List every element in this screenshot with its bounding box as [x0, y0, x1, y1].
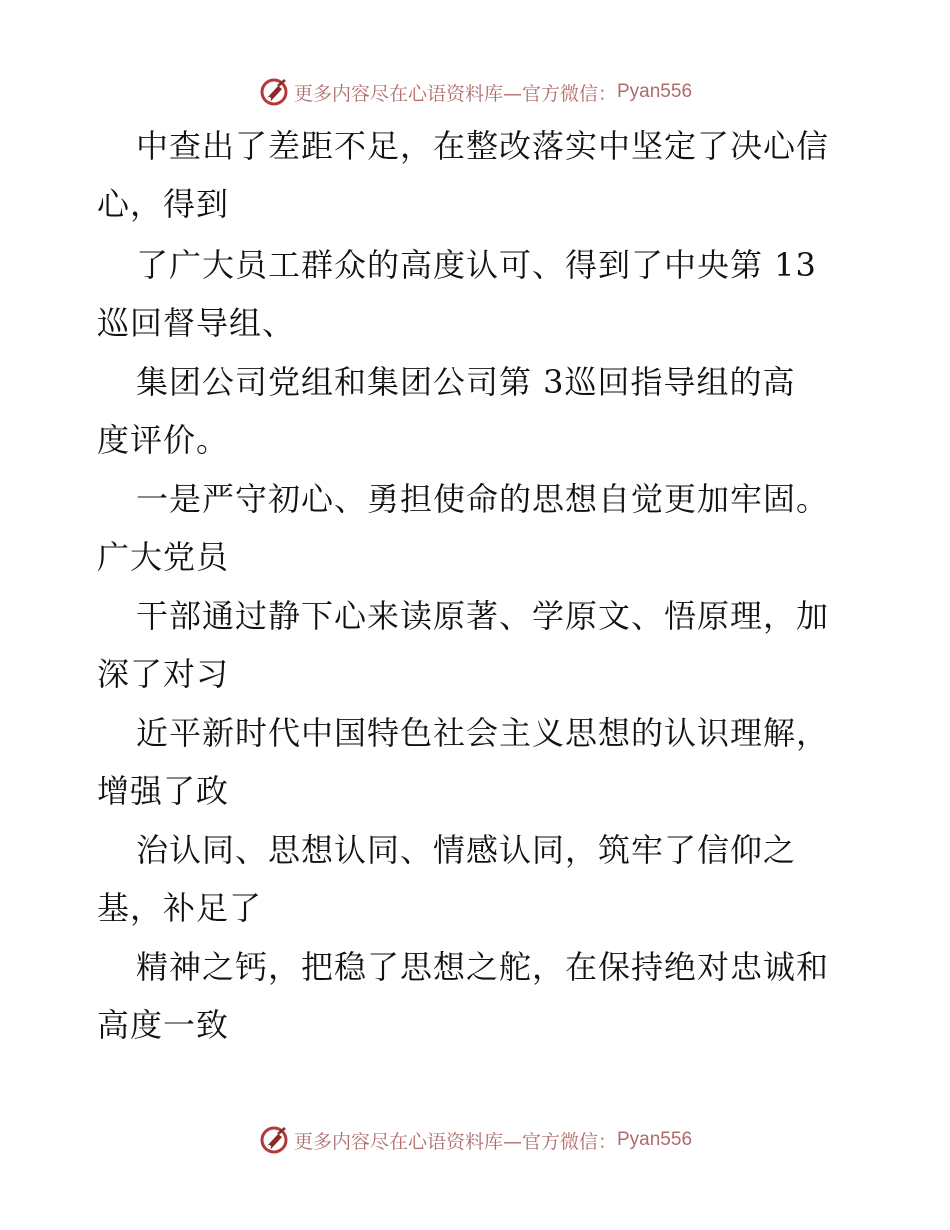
paragraph-line: 近平新时代中国特色社会主义思想的认识理解， — [136, 714, 830, 752]
wechat-id: Pyan556 — [617, 81, 693, 102]
banner-separator: —官方微信： — [502, 1130, 617, 1153]
paragraph-line: 精神之钙，把稳了思想之舵，在保持绝对忠诚和 — [136, 948, 830, 986]
paragraph-line: 基，补足了 — [97, 889, 263, 927]
paragraph-line: 增强了政 — [97, 772, 230, 810]
paragraph-line: 心，得到 — [97, 185, 230, 223]
paragraph-line: 一是严守初心、勇担使命的思想自觉更加牢固。 — [136, 480, 830, 518]
footer-banner — [0, 1120, 950, 1160]
paragraph-line: 了广大员工群众的高度认可、得到了中央第 13 — [136, 246, 817, 284]
paragraph-line: 干部通过静下心来读原著、学原文、悟原理，加 — [136, 597, 830, 635]
banner-title: 更多内容尽在心语资料库 — [293, 82, 503, 105]
paragraph-line: 深了对习 — [97, 655, 230, 693]
pen-logo-icon — [258, 76, 290, 108]
paragraph-line: 治认同、思想认同、情感认同，筑牢了信仰之 — [136, 831, 797, 869]
paragraph-line: 集团公司党组和集团公司第 3巡回指导组的高 — [136, 363, 796, 401]
wechat-id: Pyan556 — [617, 1129, 693, 1150]
paragraph-line: 中查出了差距不足，在整改落实中坚定了决心信 — [136, 127, 830, 165]
banner-separator: —官方微信： — [502, 82, 617, 105]
paragraph-line: 巡回督导组、 — [97, 304, 296, 342]
paragraph-line: 高度一致 — [97, 1006, 230, 1044]
paragraph-line: 度评价。 — [97, 421, 230, 459]
pen-logo-icon — [258, 1124, 290, 1156]
banner-title: 更多内容尽在心语资料库 — [293, 1130, 503, 1153]
paragraph-line: 广大党员 — [97, 538, 230, 576]
header-banner — [0, 72, 950, 112]
